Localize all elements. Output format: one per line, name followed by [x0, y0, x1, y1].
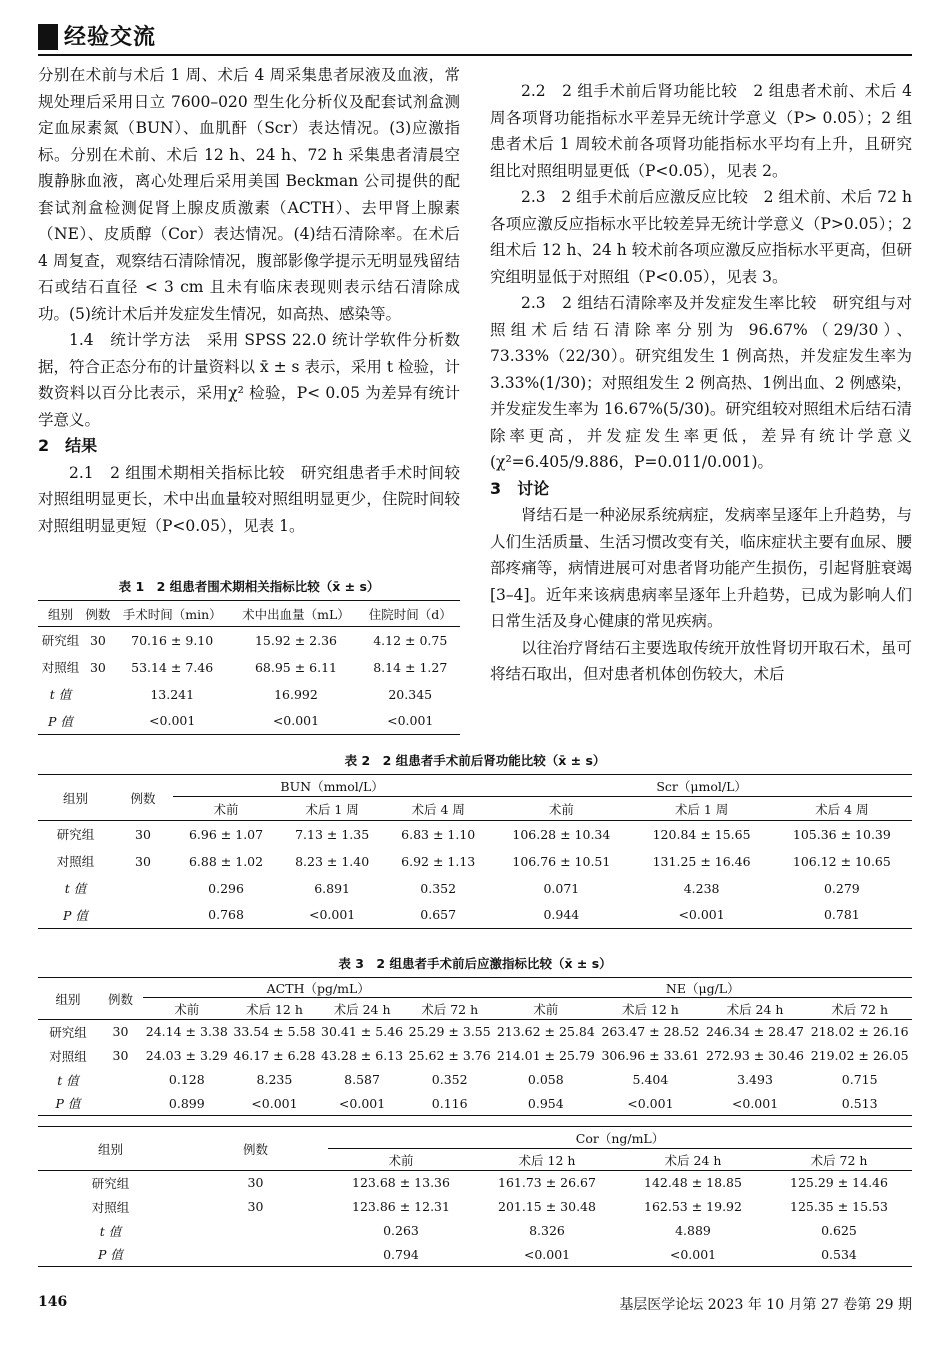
table-row	[38, 821, 912, 848]
section-heading: 3 讨论	[490, 478, 550, 498]
cell: 201.15 ± 30.48	[498, 1199, 596, 1214]
cell: 219.02 ± 26.05	[810, 1048, 909, 1063]
cell: 6.92 ± 1.13	[401, 853, 476, 869]
paragraph: 2.3 2 组手术前后应激反应比较 2 组术前、术后 72 h 各项应激反应指标水平比较差异无统计学意义（P>0.05）；2 组术后 12 h、24 h 较术前各项应激反应指标水平更高，但研究组明显低于对照组（P<0.05），见表 3。	[490, 188, 912, 286]
cell: 0.296	[208, 880, 244, 896]
paragraph: 1.4 统计学方法 采用 SPSS 22.0 统计学软件分析数据，符合正态分布的计量资料以 x̄ ± s 表示，采用 t 检验，计数资料以百分比表示，采用χ² 检验，P< 0.05 为差异有统计学意义。	[38, 331, 460, 429]
cell: 研究组	[49, 1024, 87, 1040]
table-row	[38, 1020, 912, 1044]
cell: <0.001	[731, 1095, 779, 1111]
col-header: 例数	[85, 606, 111, 622]
col-header: 术前	[388, 1152, 414, 1168]
paragraph: 2.3 2 组结石清除率及并发症发生率比较 研究组与对照组术后结石清除率分别为 96.67%（29/30）、73.33%（22/30）。研究组发生 1 例高热，并发症发生率为 3.33%(1/30)；对照组发生 2 例高热、1例出血、2 例感染，并发症发生率为 16.67%(5/30)。研究组较对照组术后结石清除率更高，并发症发生率更低，差异有统计学意义(χ²=6.405/9.886，P=0.011/0.001)。	[490, 294, 912, 471]
journal-info: 基层医学论坛 2023 年 10 月第 27 卷第 29 期	[619, 1297, 912, 1313]
table-1	[38, 578, 460, 735]
table-2-grid	[38, 774, 912, 929]
cell	[83, 681, 113, 708]
cell: 0.128	[168, 1072, 205, 1087]
cell: 105.36 ± 10.39	[792, 826, 891, 842]
col-header: 术后 12 h	[245, 1001, 303, 1017]
cell: 0.954	[527, 1095, 564, 1111]
paragraph: 以往治疗肾结石主要选取传统开放性肾切开取石术，虽可将结石取出，但对患者机体创伤较大，术后	[490, 638, 912, 683]
cell: 6.83 ± 1.10	[401, 826, 476, 842]
cell: 0.768	[208, 907, 244, 923]
cell: 0.279	[823, 880, 860, 896]
cell: 125.35 ± 15.53	[790, 1199, 888, 1214]
section-heading: 2 结果	[38, 436, 98, 455]
cell: 4.12 ± 0.75	[373, 632, 448, 648]
group-header: NE（μg/L）	[494, 978, 913, 998]
group-header: BUN（mmol/L）	[173, 775, 491, 797]
cell: <0.001	[149, 713, 196, 729]
col-header: 术后 1 周	[305, 801, 359, 817]
cell	[183, 1243, 328, 1267]
cell: 0.944	[543, 907, 580, 923]
table-title: 表 1 2 组患者围术期相关指标比较（x̄ ± s）	[118, 579, 380, 594]
cell: 3.493	[737, 1072, 773, 1087]
cell: 213.62 ± 25.84	[496, 1024, 595, 1040]
cell: 30	[89, 632, 106, 648]
cell: 16.992	[274, 686, 318, 702]
cell: 125.29 ± 14.46	[790, 1175, 888, 1191]
cell: 6.96 ± 1.07	[188, 826, 264, 842]
col-header: 手术时间（min）	[122, 606, 222, 622]
cell: 218.02 ± 26.16	[810, 1024, 909, 1040]
cell: P 值	[98, 1247, 123, 1263]
cell: t 值	[57, 1072, 79, 1088]
table-3	[38, 955, 912, 1267]
cell: t 值	[49, 687, 72, 702]
table-row	[38, 1044, 912, 1068]
cell: <0.001	[669, 1246, 717, 1262]
col-header: 术后 24 h	[664, 1152, 722, 1168]
cell: 30.41 ± 5.46	[321, 1024, 404, 1040]
cell: 131.25 ± 16.46	[652, 853, 751, 869]
cell: 0.899	[168, 1095, 205, 1111]
cell: 0.513	[841, 1095, 878, 1111]
paragraph: 2.1 2 组围术期相关指标比较 研究组患者手术时间较对照组明显更长，术中出血量较对照组明显更少，住院时间较对照组明显更短（P<0.05），见表 1。	[38, 463, 460, 535]
table-row	[38, 627, 460, 654]
cell: 对照组	[49, 1048, 87, 1064]
table-row	[38, 848, 912, 875]
cell: P 值	[55, 1096, 81, 1112]
col-header: 术后 4 周	[815, 801, 869, 817]
cell: 30	[112, 1048, 129, 1063]
col-header: 组别	[38, 978, 98, 1020]
cell: 68.95 ± 6.11	[254, 659, 337, 675]
col-header: 组别	[38, 775, 113, 821]
table-row	[38, 875, 912, 902]
cell: 8.587	[344, 1072, 380, 1087]
cell	[83, 708, 113, 735]
cell: 24.03 ± 3.29	[145, 1048, 228, 1063]
col-header: 术后 1 周	[674, 801, 729, 817]
col-header: 术后 72 h	[810, 1152, 868, 1168]
right-column	[490, 78, 912, 688]
cell: 30	[135, 853, 151, 869]
cell: 70.16 ± 9.10	[131, 632, 214, 648]
cell: 0.534	[821, 1246, 857, 1262]
cell: 13.241	[150, 686, 195, 702]
cell: 5.404	[632, 1072, 669, 1087]
cell: <0.001	[251, 1095, 298, 1111]
cell: <0.001	[627, 1095, 674, 1111]
group-header: ACTH（pg/mL）	[143, 978, 494, 998]
cell: 0.071	[543, 880, 580, 896]
cell: <0.001	[272, 713, 320, 729]
cell: 30	[247, 1199, 264, 1214]
col-header: 术后 12 h	[621, 1001, 679, 1017]
cell: 8.326	[529, 1223, 565, 1238]
cell: 161.73 ± 26.67	[498, 1175, 596, 1191]
cell: 30	[89, 659, 106, 675]
table-row	[38, 1171, 912, 1195]
header-block-mark	[38, 24, 58, 50]
cell: 123.68 ± 13.36	[352, 1175, 450, 1191]
cell: <0.001	[308, 907, 356, 923]
cell: P 值	[48, 713, 73, 729]
paragraph: 分别在术前与术后 1 周、术后 4 周采集患者尿液及血液，常规处理后采用日立 7600–020 型生化分析仪及配套试剂盒测定血尿素氮（BUN）、血肌酐（Scr）表达情况。(3)应激指标。分别在术前、术后 12 h、24 h、72 h 采集患者清晨空腹静脉血液，离心处理后采用美国 Beckman 公司提供的配套试剂盒检测促肾上腺皮质激素（ACTH）、去甲肾上腺素（NE）、皮质醇（Cor）表达情况。(4)结石清除率。在术后 4 周复查，观察结石清除情况，腹部影像学提示无明显残留结石或结石直径 < 3 cm 且未有临床表现则表示结石清除成功。(5)统计术后并发症发生情况，如高热、感染等。	[38, 66, 460, 323]
cell: 106.12 ± 10.65	[792, 853, 891, 869]
paragraph: 肾结石是一种泌尿系统病症，发病率呈逐年上升趋势，与人们生活质量、生活习惯改变有关，临床症状主要有血尿、腰部疼痛等，病情进展可对患者肾功能产生损伤，引起肾脏衰竭[3–4]。近年来该病患病率呈逐年上升趋势，已成为影响人们日常生活及身心健康的常见疾病。	[490, 506, 912, 630]
cell: 0.352	[420, 880, 457, 896]
col-header: 术前	[533, 1001, 559, 1017]
cell: 33.54 ± 5.58	[233, 1024, 316, 1040]
cell: 43.28 ± 6.13	[321, 1048, 404, 1063]
cell: 0.715	[841, 1072, 878, 1087]
cell: 263.47 ± 28.52	[601, 1024, 700, 1040]
table-row	[38, 1219, 912, 1243]
cell: 8.23 ± 1.40	[295, 853, 370, 869]
col-header: 术后 24 h	[726, 1001, 784, 1017]
cell: 0.625	[821, 1223, 857, 1238]
cell: 142.48 ± 18.85	[644, 1175, 742, 1191]
cell: 25.29 ± 3.55	[408, 1024, 491, 1040]
cell: t 值	[64, 881, 87, 896]
cell: 30	[135, 826, 151, 842]
cell	[113, 875, 173, 902]
col-header: 术后 72 h	[421, 1001, 479, 1017]
col-header: 例数	[98, 978, 143, 1020]
cell: 106.76 ± 10.51	[512, 853, 611, 869]
col-header: 术中出血量（mL）	[242, 606, 350, 622]
cell: 162.53 ± 19.92	[644, 1199, 742, 1214]
cell	[98, 1092, 143, 1116]
cell: t 值	[99, 1223, 122, 1239]
cell: 4.889	[675, 1223, 711, 1238]
col-header: 术后 72 h	[831, 1001, 889, 1017]
table-row	[38, 654, 460, 681]
col-header: 术前	[174, 1001, 200, 1017]
cell: 0.794	[383, 1246, 419, 1262]
cell: 25.62 ± 3.76	[408, 1048, 491, 1063]
table-row	[38, 1068, 912, 1092]
table-row	[38, 708, 460, 735]
table-2	[38, 752, 912, 929]
table-title: 表 2 2 组患者手术前后肾功能比较（x̄ ± s）	[344, 753, 606, 768]
group-header: Scr（μmol/L）	[491, 775, 912, 797]
cell	[113, 902, 173, 929]
col-header: 住院时间（d）	[368, 606, 452, 622]
cell: 272.93 ± 30.46	[706, 1048, 804, 1063]
cell: 123.86 ± 12.31	[352, 1199, 450, 1214]
cell: 0.352	[431, 1072, 468, 1087]
col-header: 术后 4 周	[411, 801, 465, 817]
col-header: 例数	[113, 775, 173, 821]
cell: 0.657	[420, 907, 457, 923]
col-header: 术前	[548, 801, 574, 817]
section-title: 经验交流	[64, 25, 157, 50]
cell: <0.001	[338, 1095, 386, 1111]
cell: P 值	[63, 907, 88, 923]
cell: 53.14 ± 7.46	[131, 659, 214, 675]
cell: 6.891	[314, 880, 351, 896]
cell: 研究组	[91, 1175, 130, 1191]
col-header: 术前	[213, 801, 239, 817]
cell	[183, 1219, 328, 1243]
table-3-grid-a	[38, 977, 912, 1116]
cell: 24.14 ± 3.38	[145, 1024, 228, 1040]
table-row	[38, 1243, 912, 1267]
cell: 0.263	[383, 1223, 419, 1238]
cell: <0.001	[523, 1246, 571, 1262]
table-1-grid	[38, 600, 460, 735]
cell: 7.13 ± 1.35	[295, 826, 370, 842]
running-header	[38, 20, 912, 56]
cell: 15.92 ± 2.36	[254, 632, 337, 648]
table-row	[38, 1092, 912, 1116]
cell: 0.058	[527, 1072, 564, 1087]
table-row	[38, 1195, 912, 1219]
cell: 8.14 ± 1.27	[373, 659, 448, 675]
cell: 对照组	[91, 1199, 130, 1215]
cell: 对照组	[41, 660, 80, 675]
cell: 30	[112, 1024, 129, 1040]
col-header: 组别	[38, 1127, 183, 1171]
cell: 214.01 ± 25.79	[496, 1048, 595, 1063]
table-title: 表 3 2 组患者手术前后应激指标比较（x̄ ± s）	[338, 956, 612, 971]
cell	[98, 1068, 143, 1092]
col-header: 术后 12 h	[518, 1152, 576, 1168]
col-header: 术后 24 h	[333, 1001, 391, 1017]
col-header: 例数	[183, 1127, 328, 1171]
cell: 0.781	[823, 907, 860, 923]
cell: 8.235	[256, 1072, 293, 1087]
cell: 120.84 ± 15.65	[652, 826, 751, 842]
cell: 研究组	[56, 827, 95, 843]
col-header: 组别	[47, 606, 73, 622]
page-number: 146	[38, 1294, 68, 1310]
cell: 106.28 ± 10.34	[512, 826, 611, 842]
cell: 6.88 ± 1.02	[188, 853, 264, 869]
cell: 246.34 ± 28.47	[706, 1024, 804, 1040]
cell: 20.345	[388, 686, 433, 702]
cell: 306.96 ± 33.61	[601, 1048, 700, 1063]
group-header: Cor（ng/mL）	[328, 1127, 912, 1149]
cell: 研究组	[41, 633, 80, 649]
cell: <0.001	[678, 907, 725, 923]
cell: 30	[247, 1175, 264, 1191]
cell: 对照组	[56, 854, 95, 869]
table-3-grid-b	[38, 1126, 912, 1267]
cell: 4.238	[683, 880, 720, 896]
cell: 0.116	[431, 1095, 468, 1111]
left-column	[38, 62, 460, 539]
paragraph: 2.2 2 组手术前后肾功能比较 2 组患者术前、术后 4 周各项肾功能指标水平差异无统计学意义（P> 0.05）；2 组患者术后 1 周较术前各项肾功能指标水平均有上升，且研究组比对照组明显更低（P<0.05），见表 2。	[490, 82, 912, 180]
table-row	[38, 902, 912, 929]
table-row	[38, 681, 460, 708]
cell: 46.17 ± 6.28	[233, 1048, 316, 1063]
cell: <0.001	[387, 713, 434, 729]
